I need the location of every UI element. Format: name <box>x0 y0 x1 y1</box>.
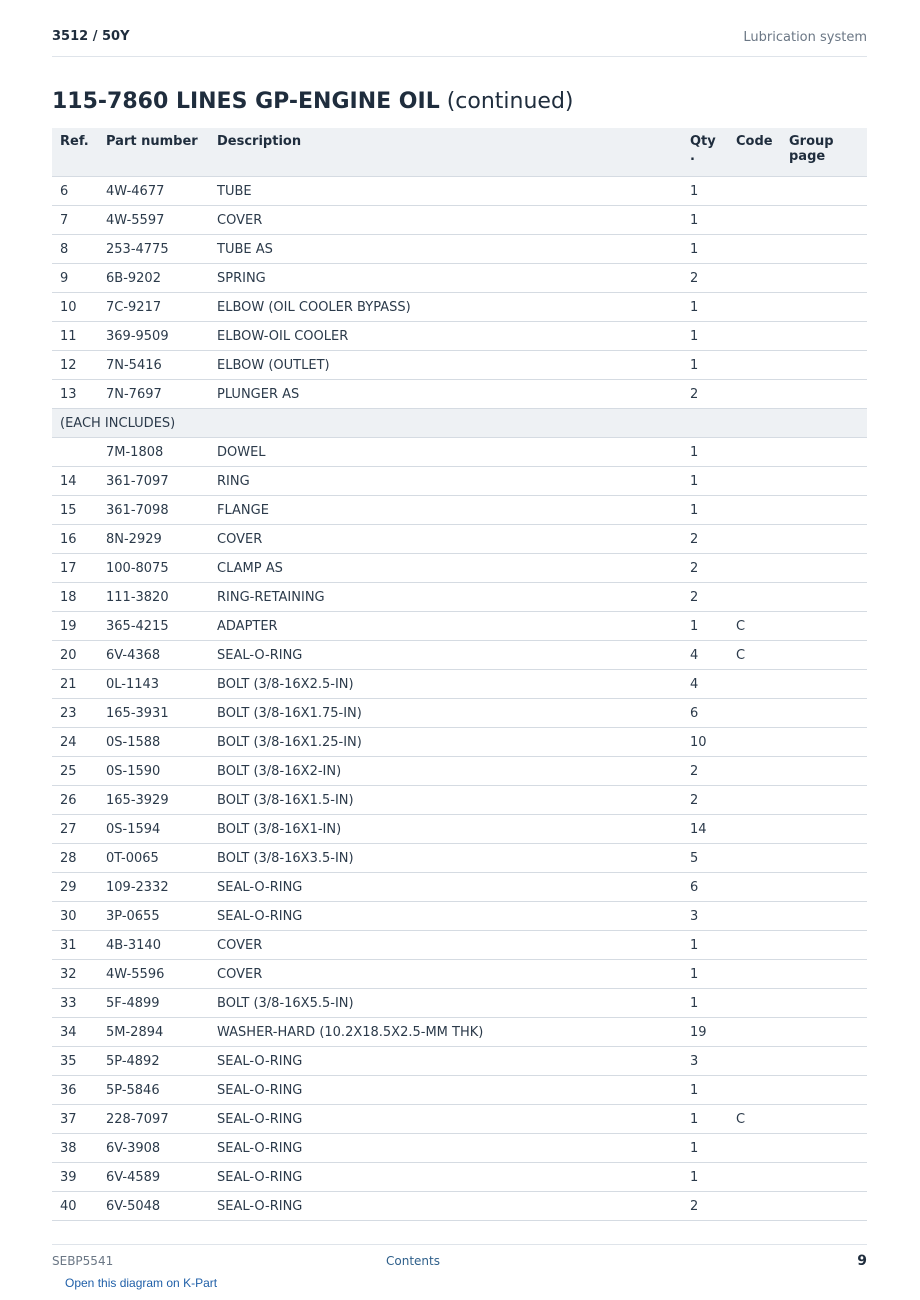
table-row <box>52 1163 867 1192</box>
col-code-header: Code <box>728 128 781 177</box>
ref-cell: 40 <box>52 1192 98 1221</box>
table-row <box>52 728 867 757</box>
part-number-cell: 165-3929 <box>98 786 209 815</box>
group-page-cell <box>781 525 867 554</box>
ref-cell: 33 <box>52 989 98 1018</box>
ref-cell: 23 <box>52 699 98 728</box>
ref-cell <box>52 438 98 467</box>
code-cell <box>728 496 781 525</box>
ref-cell: 16 <box>52 525 98 554</box>
qty-cell: 1 <box>682 612 728 641</box>
ref-cell: 35 <box>52 1047 98 1076</box>
group-page-cell <box>781 293 867 322</box>
contents-link[interactable]: Contents <box>386 1254 440 1268</box>
group-page-cell <box>781 641 867 670</box>
ref-cell: 24 <box>52 728 98 757</box>
group-page-cell <box>781 844 867 873</box>
part-number-cell: 0S-1590 <box>98 757 209 786</box>
qty-cell: 1 <box>682 322 728 351</box>
table-row <box>52 322 867 351</box>
part-number-cell: 5P-5846 <box>98 1076 209 1105</box>
description-cell: SEAL-O-RING <box>209 873 682 902</box>
ref-cell: 19 <box>52 612 98 641</box>
ref-cell: 9 <box>52 264 98 293</box>
qty-cell: 6 <box>682 699 728 728</box>
ref-cell: 32 <box>52 960 98 989</box>
qty-cell: 1 <box>682 293 728 322</box>
code-cell <box>728 177 781 206</box>
ref-cell: 20 <box>52 641 98 670</box>
col-part-number-header: Part number <box>98 128 209 177</box>
col-description-header: Description <box>209 128 682 177</box>
part-number-cell: 369-9509 <box>98 322 209 351</box>
code-cell <box>728 757 781 786</box>
code-cell <box>728 525 781 554</box>
ref-cell: 36 <box>52 1076 98 1105</box>
table-row <box>52 1105 867 1134</box>
code-cell <box>728 699 781 728</box>
qty-cell: 1 <box>682 1105 728 1134</box>
group-page-cell <box>781 1192 867 1221</box>
group-page-cell <box>781 1134 867 1163</box>
group-page-cell <box>781 1076 867 1105</box>
part-number-cell: 365-4215 <box>98 612 209 641</box>
qty-cell: 2 <box>682 264 728 293</box>
code-cell <box>728 960 781 989</box>
group-page-cell <box>781 322 867 351</box>
ref-cell: 30 <box>52 902 98 931</box>
page-footer <box>52 1244 867 1275</box>
qty-cell: 1 <box>682 177 728 206</box>
table-row <box>52 351 867 380</box>
qty-cell: 2 <box>682 583 728 612</box>
description-cell: SEAL-O-RING <box>209 641 682 670</box>
code-cell <box>728 902 781 931</box>
ref-cell: 31 <box>52 931 98 960</box>
group-page-cell <box>781 1105 867 1134</box>
qty-cell: 1 <box>682 1134 728 1163</box>
part-number-cell: 7N-7697 <box>98 380 209 409</box>
part-number-cell: 0L-1143 <box>98 670 209 699</box>
table-row <box>52 438 867 467</box>
col-ref-header: Ref. <box>52 128 98 177</box>
code-cell <box>728 264 781 293</box>
qty-cell: 1 <box>682 467 728 496</box>
description-cell: WASHER-HARD (10.2X18.5X2.5-MM THK) <box>209 1018 682 1047</box>
title-main: 115-7860 LINES GP-ENGINE OIL <box>52 89 440 114</box>
group-page-cell <box>781 699 867 728</box>
code-cell <box>728 206 781 235</box>
parts-table <box>52 128 867 1221</box>
kpart-diagram-link[interactable]: Open this diagram on K-Part <box>65 1276 218 1290</box>
table-row <box>52 1047 867 1076</box>
code-cell: C <box>728 1105 781 1134</box>
part-number-cell: 4W-4677 <box>98 177 209 206</box>
part-number-cell: 7C-9217 <box>98 293 209 322</box>
table-row <box>52 496 867 525</box>
code-cell <box>728 786 781 815</box>
description-cell: BOLT (3/8-16X2-IN) <box>209 757 682 786</box>
table-row <box>52 641 867 670</box>
ref-cell: 11 <box>52 322 98 351</box>
description-cell: SPRING <box>209 264 682 293</box>
table-row <box>52 1134 867 1163</box>
qty-cell: 6 <box>682 873 728 902</box>
part-number-cell: 4W-5597 <box>98 206 209 235</box>
table-row <box>52 467 867 496</box>
ref-cell: 38 <box>52 1134 98 1163</box>
table-row <box>52 554 867 583</box>
ref-cell: 37 <box>52 1105 98 1134</box>
code-cell <box>728 728 781 757</box>
description-cell: RING-RETAINING <box>209 583 682 612</box>
code-cell <box>728 873 781 902</box>
model-label: 3512 / 50Y <box>52 29 130 44</box>
section-title: Lubrication system <box>743 30 867 45</box>
code-cell <box>728 235 781 264</box>
page-title <box>52 89 574 114</box>
ref-cell: 26 <box>52 786 98 815</box>
ref-cell: 6 <box>52 177 98 206</box>
part-number-cell: 3P-0655 <box>98 902 209 931</box>
part-number-cell: 7M-1808 <box>98 438 209 467</box>
description-cell: ADAPTER <box>209 612 682 641</box>
qty-cell: 2 <box>682 554 728 583</box>
qty-cell: 1 <box>682 989 728 1018</box>
part-number-cell: 253-4775 <box>98 235 209 264</box>
col-qty-header: Qty . <box>682 128 728 177</box>
document-id: SEBP5541 <box>52 1254 114 1268</box>
table-row <box>52 960 867 989</box>
table-row <box>52 583 867 612</box>
description-cell: SEAL-O-RING <box>209 1047 682 1076</box>
description-cell: COVER <box>209 206 682 235</box>
description-cell: BOLT (3/8-16X2.5-IN) <box>209 670 682 699</box>
description-cell: SEAL-O-RING <box>209 1192 682 1221</box>
part-number-cell: 6V-3908 <box>98 1134 209 1163</box>
part-number-cell: 0S-1588 <box>98 728 209 757</box>
table-row <box>52 786 867 815</box>
group-page-cell <box>781 235 867 264</box>
group-page-cell <box>781 554 867 583</box>
part-number-cell: 6V-4589 <box>98 1163 209 1192</box>
part-number-cell: 5F-4899 <box>98 989 209 1018</box>
qty-cell: 2 <box>682 757 728 786</box>
group-page-cell <box>781 960 867 989</box>
part-number-cell: 165-3931 <box>98 699 209 728</box>
table-row <box>52 670 867 699</box>
description-cell: BOLT (3/8-16X1.75-IN) <box>209 699 682 728</box>
description-cell: CLAMP AS <box>209 554 682 583</box>
group-page-cell <box>781 1163 867 1192</box>
part-number-cell: 361-7097 <box>98 467 209 496</box>
qty-cell: 19 <box>682 1018 728 1047</box>
ref-cell: 17 <box>52 554 98 583</box>
ref-cell: 15 <box>52 496 98 525</box>
col-group-page-header: Group page <box>781 128 867 177</box>
code-cell <box>728 322 781 351</box>
table-header-row <box>52 128 867 177</box>
code-cell <box>728 554 781 583</box>
ref-cell: 39 <box>52 1163 98 1192</box>
ref-cell: 34 <box>52 1018 98 1047</box>
code-cell <box>728 844 781 873</box>
description-cell: BOLT (3/8-16X1.25-IN) <box>209 728 682 757</box>
code-cell <box>728 1163 781 1192</box>
qty-cell: 1 <box>682 438 728 467</box>
part-number-cell: 6V-4368 <box>98 641 209 670</box>
group-page-cell <box>781 438 867 467</box>
qty-cell: 3 <box>682 902 728 931</box>
qty-cell: 2 <box>682 1192 728 1221</box>
page-number: 9 <box>857 1253 867 1269</box>
part-number-cell: 8N-2929 <box>98 525 209 554</box>
part-number-cell: 7N-5416 <box>98 351 209 380</box>
part-number-cell: 5M-2894 <box>98 1018 209 1047</box>
ref-cell: 13 <box>52 380 98 409</box>
description-cell: SEAL-O-RING <box>209 1163 682 1192</box>
part-number-cell: 6V-5048 <box>98 1192 209 1221</box>
group-page-cell <box>781 467 867 496</box>
group-page-cell <box>781 786 867 815</box>
table-row <box>52 264 867 293</box>
part-number-cell: 4B-3140 <box>98 931 209 960</box>
group-page-cell <box>781 1018 867 1047</box>
table-row <box>52 844 867 873</box>
description-cell: ELBOW (OIL COOLER BYPASS) <box>209 293 682 322</box>
qty-cell: 5 <box>682 844 728 873</box>
ref-cell: 29 <box>52 873 98 902</box>
group-page-cell <box>781 728 867 757</box>
note-cell: (EACH INCLUDES) <box>52 409 867 438</box>
description-cell: COVER <box>209 525 682 554</box>
qty-cell: 1 <box>682 1076 728 1105</box>
group-page-cell <box>781 670 867 699</box>
ref-cell: 25 <box>52 757 98 786</box>
code-cell <box>728 583 781 612</box>
table-row <box>52 177 867 206</box>
group-page-cell <box>781 206 867 235</box>
qty-cell: 1 <box>682 496 728 525</box>
code-cell <box>728 931 781 960</box>
description-cell: TUBE <box>209 177 682 206</box>
group-page-cell <box>781 873 867 902</box>
qty-cell: 1 <box>682 960 728 989</box>
code-cell <box>728 380 781 409</box>
group-page-cell <box>781 583 867 612</box>
group-page-cell <box>781 931 867 960</box>
table-row <box>52 902 867 931</box>
code-cell <box>728 1018 781 1047</box>
description-cell: PLUNGER AS <box>209 380 682 409</box>
part-number-cell: 111-3820 <box>98 583 209 612</box>
ref-cell: 27 <box>52 815 98 844</box>
ref-cell: 8 <box>52 235 98 264</box>
ref-cell: 18 <box>52 583 98 612</box>
group-page-cell <box>781 264 867 293</box>
code-cell <box>728 1134 781 1163</box>
qty-cell: 4 <box>682 641 728 670</box>
qty-cell: 1 <box>682 351 728 380</box>
group-page-cell <box>781 815 867 844</box>
code-cell <box>728 438 781 467</box>
group-page-cell <box>781 496 867 525</box>
code-cell: C <box>728 612 781 641</box>
code-cell <box>728 467 781 496</box>
table-row <box>52 1076 867 1105</box>
code-cell <box>728 815 781 844</box>
description-cell: BOLT (3/8-16X5.5-IN) <box>209 989 682 1018</box>
table-row <box>52 757 867 786</box>
table-row <box>52 931 867 960</box>
qty-cell: 2 <box>682 786 728 815</box>
qty-cell: 2 <box>682 380 728 409</box>
table-body <box>52 177 867 1221</box>
code-cell <box>728 670 781 699</box>
description-cell: RING <box>209 467 682 496</box>
qty-cell: 3 <box>682 1047 728 1076</box>
table-note-row <box>52 409 867 438</box>
description-cell: SEAL-O-RING <box>209 902 682 931</box>
part-number-cell: 100-8075 <box>98 554 209 583</box>
table-row <box>52 1192 867 1221</box>
code-cell <box>728 1047 781 1076</box>
description-cell: SEAL-O-RING <box>209 1134 682 1163</box>
group-page-cell <box>781 757 867 786</box>
table-row <box>52 380 867 409</box>
group-page-cell <box>781 1047 867 1076</box>
title-suffix: (continued) <box>446 89 574 114</box>
table-row <box>52 989 867 1018</box>
code-cell <box>728 1076 781 1105</box>
table-row <box>52 206 867 235</box>
table-row <box>52 525 867 554</box>
qty-cell: 1 <box>682 931 728 960</box>
description-cell: SEAL-O-RING <box>209 1105 682 1134</box>
description-cell: COVER <box>209 931 682 960</box>
group-page-cell <box>781 902 867 931</box>
code-cell <box>728 351 781 380</box>
group-page-cell <box>781 177 867 206</box>
part-number-cell: 6B-9202 <box>98 264 209 293</box>
description-cell: FLANGE <box>209 496 682 525</box>
part-number-cell: 109-2332 <box>98 873 209 902</box>
table-row <box>52 293 867 322</box>
description-cell: TUBE AS <box>209 235 682 264</box>
part-number-cell: 0S-1594 <box>98 815 209 844</box>
part-number-cell: 228-7097 <box>98 1105 209 1134</box>
ref-cell: 14 <box>52 467 98 496</box>
description-cell: COVER <box>209 960 682 989</box>
qty-cell: 1 <box>682 235 728 264</box>
ref-cell: 10 <box>52 293 98 322</box>
group-page-cell <box>781 612 867 641</box>
qty-cell: 1 <box>682 1163 728 1192</box>
table-row <box>52 873 867 902</box>
code-cell <box>728 1192 781 1221</box>
ref-cell: 12 <box>52 351 98 380</box>
description-cell: BOLT (3/8-16X1-IN) <box>209 815 682 844</box>
ref-cell: 28 <box>52 844 98 873</box>
group-page-cell <box>781 351 867 380</box>
group-page-cell <box>781 989 867 1018</box>
code-cell <box>728 293 781 322</box>
table-row <box>52 612 867 641</box>
code-cell: C <box>728 641 781 670</box>
description-cell: ELBOW (OUTLET) <box>209 351 682 380</box>
table-row <box>52 815 867 844</box>
description-cell: ELBOW-OIL COOLER <box>209 322 682 351</box>
part-number-cell: 5P-4892 <box>98 1047 209 1076</box>
description-cell: DOWEL <box>209 438 682 467</box>
description-cell: SEAL-O-RING <box>209 1076 682 1105</box>
part-number-cell: 361-7098 <box>98 496 209 525</box>
description-cell: BOLT (3/8-16X3.5-IN) <box>209 844 682 873</box>
ref-cell: 21 <box>52 670 98 699</box>
qty-cell: 2 <box>682 525 728 554</box>
page-header <box>52 28 867 57</box>
qty-cell: 10 <box>682 728 728 757</box>
table-row <box>52 235 867 264</box>
ref-cell: 7 <box>52 206 98 235</box>
code-cell <box>728 989 781 1018</box>
qty-cell: 14 <box>682 815 728 844</box>
group-page-cell <box>781 380 867 409</box>
table-row <box>52 699 867 728</box>
part-number-cell: 4W-5596 <box>98 960 209 989</box>
qty-cell: 4 <box>682 670 728 699</box>
qty-cell: 1 <box>682 206 728 235</box>
description-cell: BOLT (3/8-16X1.5-IN) <box>209 786 682 815</box>
table-row <box>52 1018 867 1047</box>
part-number-cell: 0T-0065 <box>98 844 209 873</box>
